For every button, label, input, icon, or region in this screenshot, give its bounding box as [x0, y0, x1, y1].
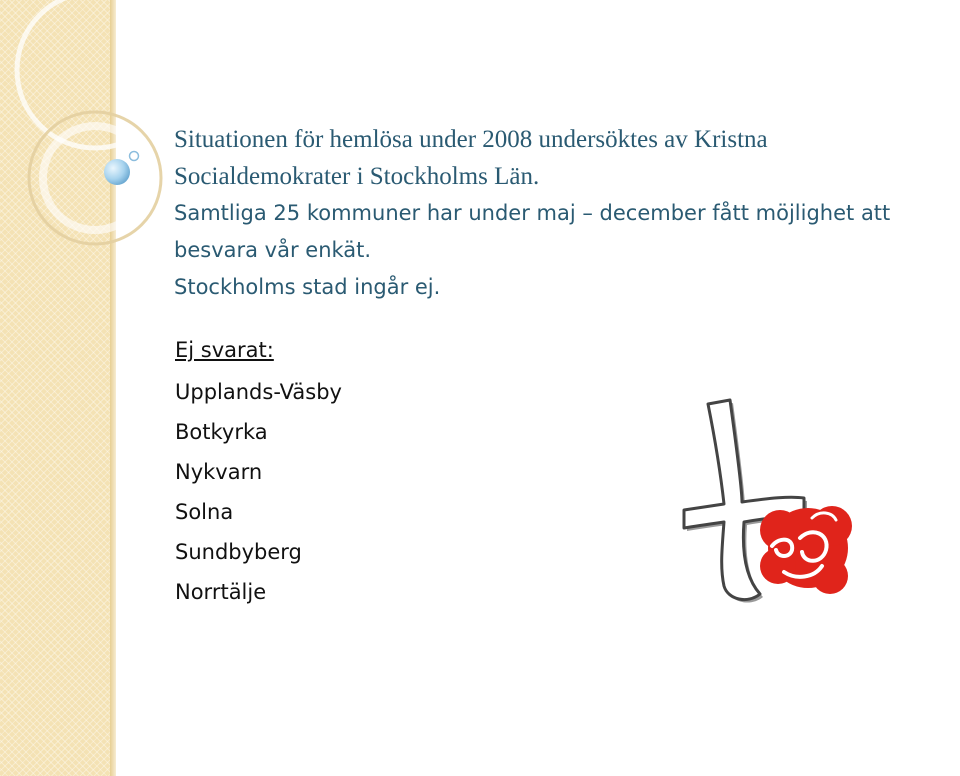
deco-bubble-large [104, 159, 130, 185]
body-line-1: Samtliga 25 kommuner har under maj – december fått möjlighet att [174, 201, 891, 225]
deco-ring-inner [43, 126, 147, 230]
not-answered-list [175, 372, 342, 612]
not-answered-section [175, 334, 342, 612]
body-line-2: besvara vår enkät. [174, 238, 372, 262]
list-item: Nykvarn [175, 460, 263, 484]
list-item: Botkyrka [175, 420, 268, 444]
rose-icon [760, 506, 852, 594]
not-answered-title: Ej svarat: [175, 338, 274, 362]
body-line-3: Stockholms stad ingår ej. [174, 275, 441, 299]
list-item: Sundbyberg [175, 540, 302, 564]
list-item: Norrtälje [175, 580, 267, 604]
intro-paragraph [174, 121, 954, 306]
deco-bubble-small [130, 152, 139, 161]
list-item: Solna [175, 500, 234, 524]
deco-ring-medium [29, 112, 161, 244]
heading-line-2: Socialdemokrater i Stockholms Län. [174, 163, 540, 190]
cross-rose-logo-icon [680, 398, 855, 608]
heading-line-1: Situationen för hemlösa under 2008 undersöktes av Kristna [174, 126, 768, 153]
intro-text [174, 121, 954, 306]
list-item: Upplands-Väsby [175, 380, 342, 404]
